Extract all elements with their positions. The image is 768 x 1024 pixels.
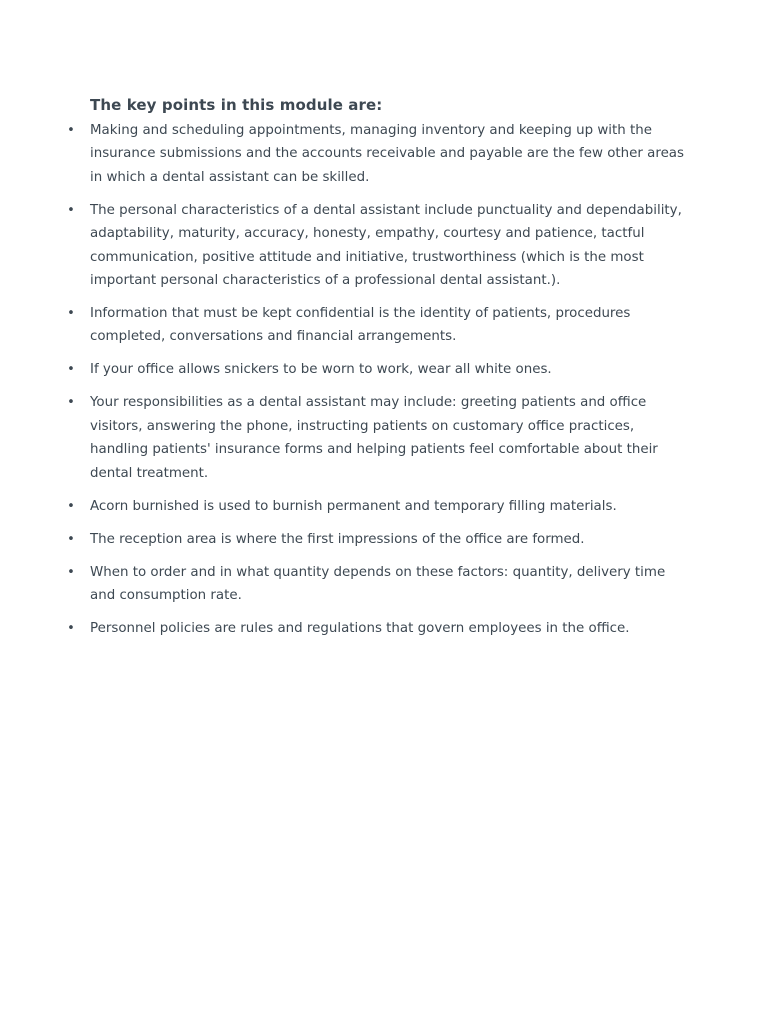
list-item-text: Making and scheduling appointments, managing inventory and keeping up with the insurance submissions and the accounts receivable and payable are the few other areas in which a dental assistant can be skilled. xyxy=(90,123,684,185)
list-item xyxy=(67,391,690,485)
bullet-icon: • xyxy=(67,202,75,218)
list-item xyxy=(67,617,690,640)
bullet-icon: • xyxy=(67,123,75,138)
bullet-icon: • xyxy=(67,621,75,637)
module-key-points-heading: The key points in this module are: xyxy=(90,96,383,114)
list-item xyxy=(67,119,690,189)
bullet-icon: • xyxy=(67,362,75,378)
list-item xyxy=(67,199,690,293)
list-item-text: Acorn burnished is used to burnish permanent and temporary filling materials. xyxy=(90,498,617,514)
list-item xyxy=(67,495,690,518)
bullet-icon: • xyxy=(67,531,75,547)
list-item xyxy=(67,561,690,608)
bullet-icon: • xyxy=(67,306,75,322)
list-item xyxy=(67,302,690,349)
list-item-text: When to order and in what quantity depends on these factors: quantity, delivery time and consumption rate. xyxy=(90,564,666,604)
list-item-text: Information that must be kept confidential is the identity of patients, procedures completed, conversations and financial arrangements. xyxy=(90,306,631,345)
bullet-icon: • xyxy=(67,498,75,514)
bullet-icon: • xyxy=(67,564,75,580)
key-points-list xyxy=(67,119,690,650)
list-item xyxy=(67,528,690,551)
bullet-icon: • xyxy=(67,395,75,411)
list-item-text: If your office allows snickers to be worn to work, wear all white ones. xyxy=(90,362,552,378)
list-item-text: Your responsibilities as a dental assistant may include: greeting patients and office visitors, answering the phone, instructing patients on customary office practices, handling patients' insurance forms and helping patients feel comfortable about their dental treatment. xyxy=(90,395,658,481)
list-item-text: The reception area is where the first impressions of the office are formed. xyxy=(90,531,585,547)
list-item-text: The personal characteristics of a dental assistant include punctuality and dependability, adaptability, maturity, accuracy, honesty, empathy, courtesy and patience, tactful communication, positive attitude and initiative, trustworthiness (which is the most important personal characteristics of a professional dental assistant.). xyxy=(90,202,682,289)
list-item-text: Personnel policies are rules and regulations that govern employees in the office. xyxy=(90,621,630,637)
list-item xyxy=(67,358,690,381)
